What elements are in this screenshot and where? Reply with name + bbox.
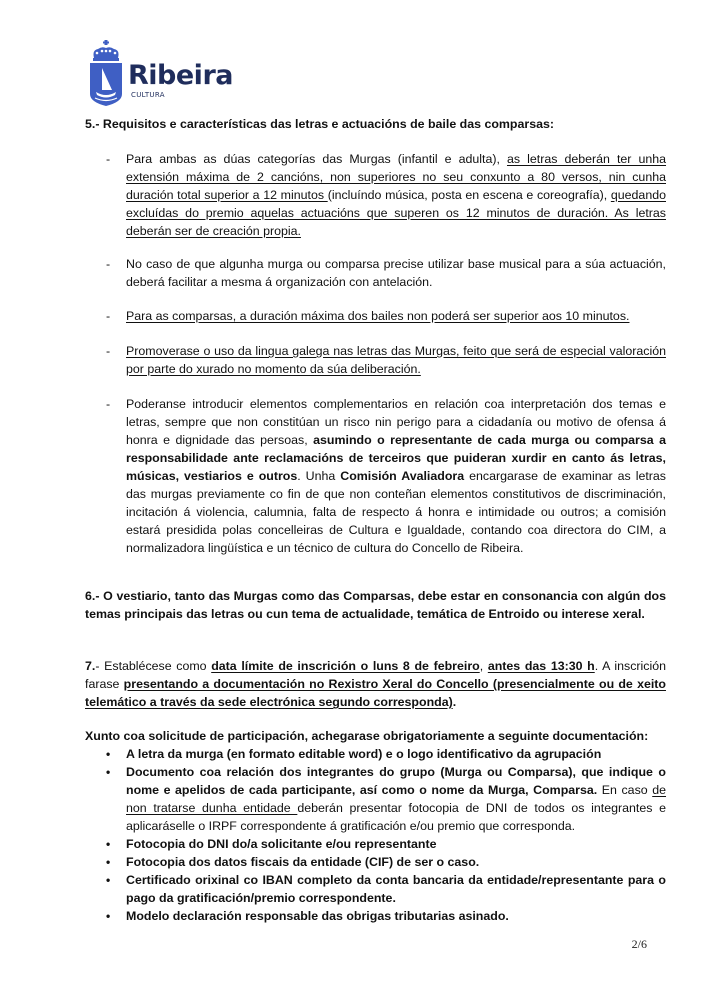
text-run: ,: [479, 659, 488, 673]
ribeira-cultura-logo: [88, 40, 248, 106]
text-run: A letra da murga (en formato editable word) e o logo identificativo da agrupación: [126, 747, 602, 761]
item-text: [126, 150, 666, 240]
text-run: deberán presentar fotocopia de DNI de todos os integrantes e aplicaráselle o IRPF correspondente á gratificación e/ou premio que corresponda.: [126, 801, 666, 833]
text-run: de non tratarse dunha entidade: [126, 783, 667, 815]
text-run: . A inscrición farase: [85, 659, 667, 691]
bullet-icon: •: [106, 765, 111, 779]
crest-icon: [88, 40, 124, 106]
dash-marker: -: [106, 309, 111, 323]
bullet-text: [126, 745, 666, 763]
bullet-icon: •: [106, 837, 111, 851]
text-run: data límite de inscrición o luns 8 de febreiro: [211, 659, 480, 673]
page-number: 2/6: [631, 937, 647, 951]
text-run: presentando a documentación no Rexistro Xeral do Concello (presencialmente ou de xeito telemático a través da sede electrónica segundo corresponda): [85, 677, 666, 709]
text-run: - Establécese como: [95, 659, 212, 673]
section-5-heading: 5.- Requisitos e características das letras e actuacións de baile das comparsas:: [85, 117, 554, 131]
dash-marker: -: [106, 397, 111, 411]
documentation-intro: Xunto coa solicitude de participación, achegarase obrigatoriamente a seguinte documentación:: [85, 729, 649, 743]
text-run: asumindo o representante de cada murga ou comparsa a responsabilidade ante reclamacións de terceiros que puideran xurdir en canto ás letras, músicas, vestiarios e outros: [126, 433, 666, 483]
text-run: Promoverase o uso da lingua galega nas letras das Murgas, feito que será de especial valoración por parte do xurado no momento da súa deliberación.: [126, 344, 666, 376]
text-run: Modelo declaración responsable das obrigas tributarias asinado.: [126, 909, 509, 923]
bullet-text: [126, 853, 666, 871]
logo-subtitle: CULTURA: [131, 91, 165, 99]
logo-wordmark: Ribeira: [128, 60, 233, 91]
bullet-text: [126, 763, 666, 835]
text-run: Poderanse introducir elementos complementarios en relación coa interpretación dos temas e letras, sempre que non constitúan un risco nin perigo para a cidadanía ou motivo de ofensa á honra e dignidade das persoas,: [126, 397, 666, 447]
text-run: antes das 13:30 h: [487, 659, 595, 673]
bullet-text: [126, 835, 666, 853]
bullet-text: [126, 907, 666, 925]
text-run: . Unha: [297, 469, 341, 483]
text-run: Para as comparsas, a duración máxima dos bailes non poderá ser superior aos 10 minutos.: [126, 309, 630, 323]
text-run: quedando excluídas do premio aquelas actuacións que superen os 12 minutos de duración. As letras deberán ser de creación propia.: [126, 188, 666, 238]
text-run: Comisión Avaliadora: [340, 469, 465, 483]
dash-marker: -: [106, 152, 111, 166]
text-run: as letras deberán ter unha extensión máxima de 2 cancións, non superiores no seu conxunto a 80 versos, nin cunha duración total superior a 12 minutos: [126, 152, 667, 202]
text-run: Fotocopia dos datos fiscais da entidade (CIF) de ser o caso.: [126, 855, 480, 869]
text-run: Para ambas as dúas categorías das Murgas (infantil e adulta),: [126, 152, 507, 166]
section-6-paragraph: 6.- O vestiario, tanto das Murgas como das Comparsas, debe estar en consonancia con algún dos temas principais das letras ou cun tema de actualidade, temática de Entroido ou interese xeral.: [85, 589, 666, 621]
bullet-icon: •: [106, 873, 111, 887]
dash-marker: -: [106, 257, 111, 271]
item-text: [126, 395, 666, 557]
text-run: En caso: [597, 783, 653, 797]
text-run: encargarase de examinar as letras das murgas previamente co fin de que non conteñan elementos constitutivos de discriminación, incitación á violencia, calumnia, falta de respecto á honra e intimidade ou outros; a comisión estará presidida polas concelleiras de Cultura e Igualdade, contando coa directora do CIM, a normalizadora lingüística e un técnico de cultura do Concello de Ribeira.: [126, 469, 666, 555]
item-text: [126, 342, 666, 378]
text-run: No caso de que algunha murga ou comparsa precise utilizar base musical para a súa actuación, deberá facilitar a mesma á organización con antelación.: [126, 257, 666, 289]
text-run: Fotocopia do DNI do/a solicitante e/ou representante: [126, 837, 437, 851]
bullet-text: [126, 871, 666, 907]
section-7-paragraph: [85, 657, 666, 711]
item-text: [126, 307, 666, 325]
bullet-icon: •: [106, 909, 111, 923]
text-run: Certificado orixinal co IBAN completo da conta bancaria da entidade/representante para o pago da gratificación/premio correspondente.: [126, 873, 666, 905]
dash-marker: -: [106, 344, 111, 358]
item-text: [126, 255, 666, 291]
bullet-icon: •: [106, 747, 111, 761]
text-run: 7.: [85, 659, 96, 673]
text-run: Documento coa relación dos integrantes do grupo (Murga ou Comparsa), que indique o nome e apelidos de cada participante, así como o nome da Murga, Comparsa.: [126, 765, 666, 797]
bullet-icon: •: [106, 855, 111, 869]
text-run: (incluíndo música, posta en escena e coreografía),: [327, 188, 611, 202]
text-run: .: [452, 695, 457, 709]
